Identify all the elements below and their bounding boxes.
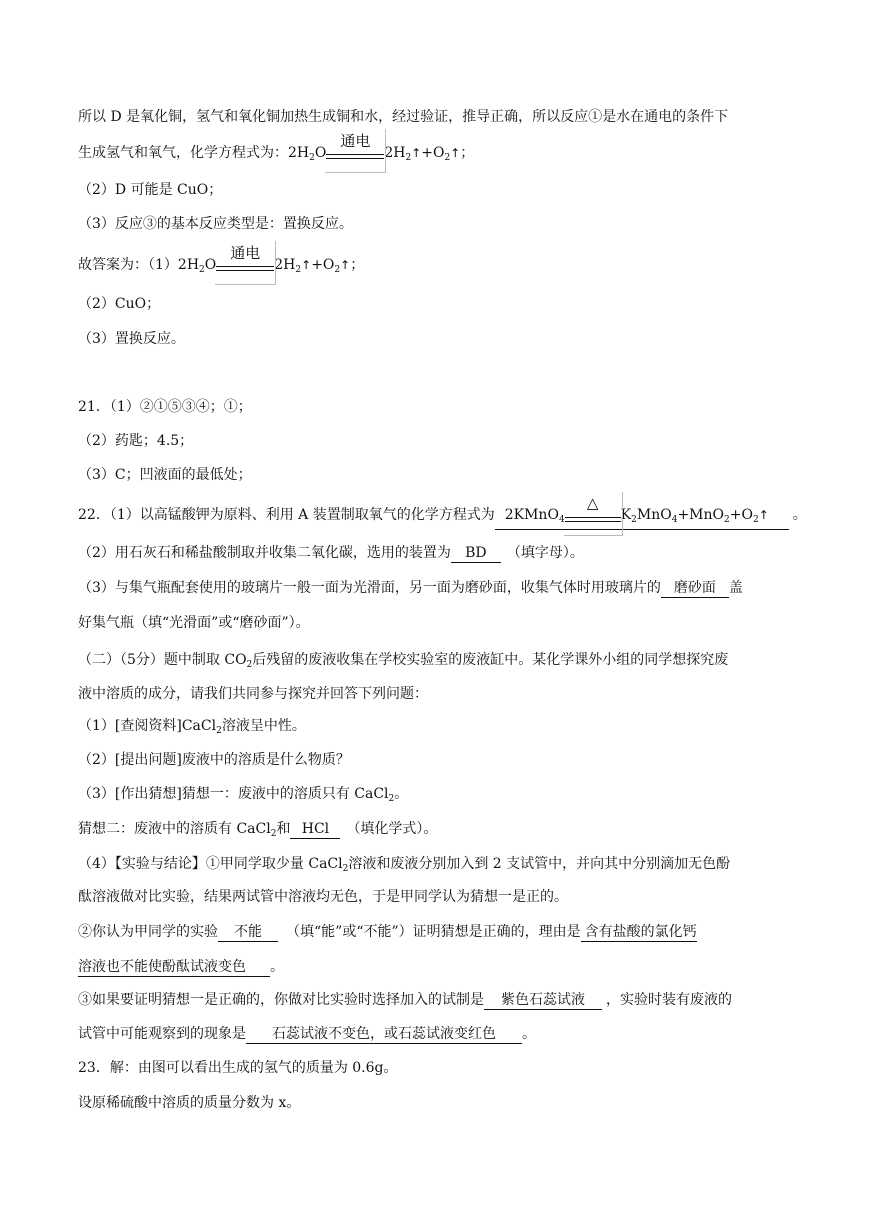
answer-blank: BD bbox=[451, 544, 501, 563]
text-line bbox=[78, 214, 353, 234]
text-line: （2）[提出问题]废液中的溶质是什么物质？ bbox=[78, 752, 350, 768]
text-line: （3）与集气瓶配套使用的玻璃片一般一面为光滑面，另一面为磨砂面，收集气体时用玻璃片的 磨砂面 盖 bbox=[78, 580, 743, 596]
text-line: （2）用石灰石和稀盐酸制取并收集二氧化碳，选用的装置为 BD （填字母）。 bbox=[78, 545, 584, 561]
answer-blank: 磨砂面 bbox=[661, 579, 729, 598]
text-line: 试管中可能观察到的现象是 石蕊试液不变色，或石蕊试液变红色 。 bbox=[78, 1026, 536, 1042]
text: （3）置换反应。 bbox=[78, 331, 185, 347]
text: 22．（1）以高锰酸钾为原料、利用 A 装置制取氧气的化学方程式为 bbox=[78, 507, 495, 523]
text: （3）反应③的基本反应类型是：置换反应。 bbox=[78, 216, 353, 232]
text-line bbox=[78, 329, 185, 349]
question-22-line: 22．（1）以高锰酸钾为原料、利用 A 装置制取氧气的化学方程式为 2KMnO$_4$ △ $K_2MnO_4+MnO_2+O_2↑$ 。 bbox=[78, 505, 807, 530]
answer-blank: 溶液也不能使酚酞试液变色 bbox=[78, 958, 270, 977]
text-line: 溶液也不能使酚酞试液变色 。 bbox=[78, 959, 284, 975]
text-line: （3）[作出猜想]猜想一：废液中的溶质只有 CaCl$_2$。 bbox=[78, 786, 409, 804]
text-line: 23．解：由图可以看出生成的氢气的质量为 0.6g。 bbox=[78, 1060, 398, 1076]
text-line: （二）（5分）题中制取 $CO_2$后残留的废液收集在学校实验室的废液缸中。某化学课外小组的同学想探究废 bbox=[78, 652, 729, 670]
text-line: 设原稀硫酸中溶质的质量分数为 x。 bbox=[78, 1095, 301, 1111]
text: （2）药匙；4.5； bbox=[78, 433, 194, 449]
answer-blank: 石蕊试液不变色，或石蕊试液变红色 bbox=[246, 1025, 522, 1044]
text: 故答案为：（1） bbox=[78, 257, 178, 273]
formula: $2H_2O$ bbox=[288, 145, 327, 163]
text-line: ②你认为甲同学的实验 不能 （填“能”或“不能”）证明猜想是正确的，理由是 含有盐酸的氯化钙 bbox=[78, 924, 697, 940]
reaction-condition: 通电 bbox=[216, 255, 274, 275]
text-line: （4）【实验与结论】①甲同学取少量 CaCl$_2$溶液和废液分别加入到 2 支试管中，并向其中分别滴加无色酚 bbox=[78, 856, 731, 874]
text: 生成氢气和氧气，化学方程式为： bbox=[78, 145, 288, 161]
text-line: 好集气瓶（填“光滑面”或“磨砂面”）。 bbox=[78, 615, 310, 631]
answer-blank: 不能 bbox=[218, 923, 278, 942]
formula: $2H_2O$ bbox=[177, 257, 217, 275]
answer-blank: 紫色石蕊试液 bbox=[484, 991, 602, 1010]
answer-blank: 2KMnO$_4$ △ $K_2MnO_4+MnO_2+O_2↑$ bbox=[495, 506, 789, 530]
text: （2）CuO； bbox=[78, 296, 161, 312]
text-line: 酞溶液做对比实验，结果两试管中溶液均无色，于是甲同学认为猜想一是正的。 bbox=[78, 889, 568, 905]
text: （3）C；凹液面的最低处； bbox=[78, 467, 252, 483]
text: 21．（1）②①⑤③④；①； bbox=[78, 399, 252, 415]
text-line bbox=[78, 294, 160, 314]
equation-line bbox=[78, 244, 365, 280]
text-line bbox=[78, 180, 222, 200]
text-line: （1）[查阅资料]CaCl$_2$溶液呈中性。 bbox=[78, 718, 306, 736]
text-line bbox=[78, 431, 193, 451]
text-line: ③如果要证明猜想一是正确的，你做对比实验时选择加入的试制是 紫色石蕊试液 ，实验时装有废液的 bbox=[78, 992, 732, 1008]
text-line bbox=[78, 107, 728, 127]
equation-line bbox=[78, 132, 475, 168]
text-line: 液中溶质的成分，请我们共同参与探究并回答下列问题： bbox=[78, 686, 428, 702]
answer-blank: 含有盐酸的氯化钙 bbox=[581, 923, 697, 942]
reaction-condition: △ bbox=[565, 506, 621, 526]
text-line: 猜想二：废液中的溶质有 CaCl$_2$和 HCl （填化学式）。 bbox=[78, 821, 438, 839]
text-line bbox=[78, 397, 252, 417]
reaction-condition: 通电 bbox=[326, 143, 384, 163]
formula: $2H_2↑+O_2↑$； bbox=[384, 145, 475, 163]
text: （2）D 可能是 CuO； bbox=[78, 182, 223, 198]
text-line bbox=[78, 465, 252, 485]
text: 所以 D 是氧化铜，氢气和氧化铜加热生成铜和水，经过验证，推导正确，所以反应①是水在通电的条件下 bbox=[78, 109, 729, 125]
formula: $2H_2↑+O_2↑$； bbox=[274, 257, 365, 275]
answer-blank: HCl bbox=[290, 820, 340, 839]
